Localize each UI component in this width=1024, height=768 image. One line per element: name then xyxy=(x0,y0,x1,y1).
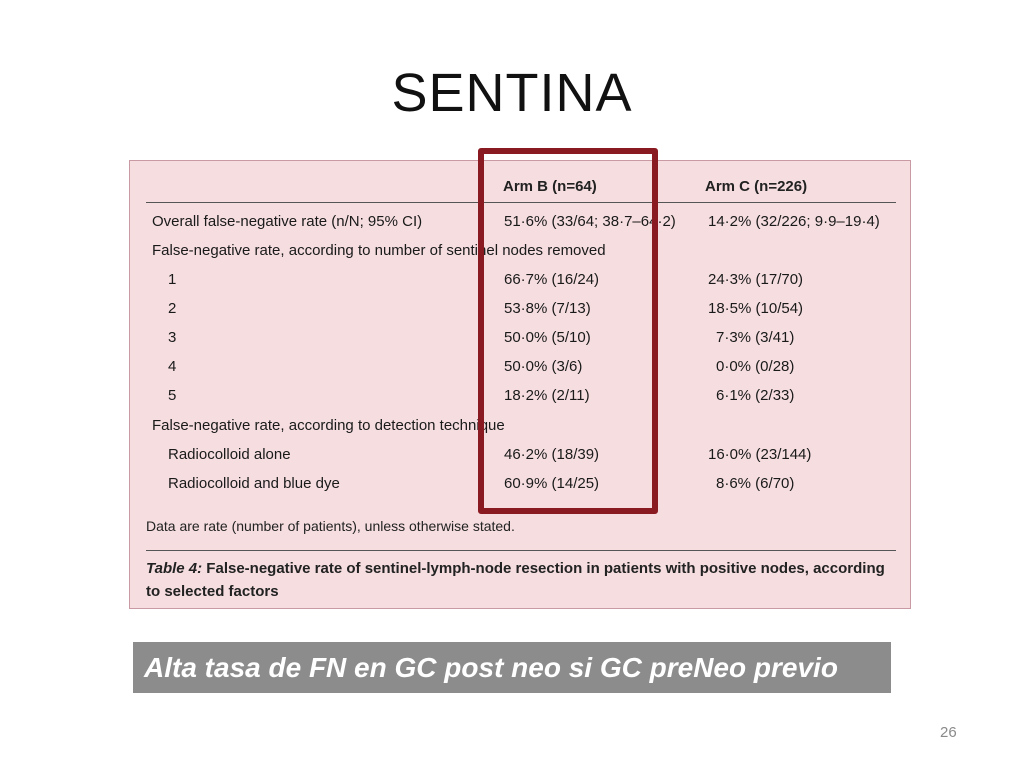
arm-c-value: 8·6% (6/70) xyxy=(716,475,795,492)
arm-b-value: 66·7% (16/24) xyxy=(504,271,600,288)
row-label: Radiocolloid alone xyxy=(168,446,291,463)
caption-label: Table 4: xyxy=(146,560,203,577)
slide-title: SENTINA xyxy=(391,63,633,123)
row-label: Overall false-negative rate (n/N; 95% CI) xyxy=(152,213,423,230)
arm-b-value: 53·8% (7/13) xyxy=(504,300,591,317)
caption-text: False-negative rate of sentinel-lymph-node resection in patients with positive nodes, according to selected factors xyxy=(146,560,885,600)
row-label: 2 xyxy=(168,300,177,317)
column-header-arm-b: Arm B (n=64) xyxy=(503,178,597,195)
table-footnote: Data are rate (number of patients), unless otherwise stated. xyxy=(146,518,515,534)
table-caption xyxy=(146,557,898,603)
arm-c-value: 7·3% (3/41) xyxy=(716,329,795,346)
arm-b-value: 46·2% (18/39) xyxy=(504,446,600,463)
arm-b-value: 50·0% (3/6) xyxy=(504,358,583,375)
caption-divider xyxy=(146,550,896,551)
arm-b-value: 60·9% (14/25) xyxy=(504,475,600,492)
arm-c-value: 18·5% (10/54) xyxy=(708,300,804,317)
arm-c-value: 16·0% (23/144) xyxy=(708,446,812,463)
arm-b-value: 18·2% (2/11) xyxy=(504,387,590,404)
arm-b-value: 50·0% (5/10) xyxy=(504,329,591,346)
row-label: 1 xyxy=(168,271,177,288)
row-label: False-negative rate, according to number of sentinel nodes removed xyxy=(152,242,606,259)
conclusion-banner: Alta tasa de FN en GC post neo si GC preNeo previo xyxy=(133,642,891,693)
arm-c-value: 24·3% (17/70) xyxy=(708,271,804,288)
column-header-arm-c: Arm C (n=226) xyxy=(705,178,808,195)
row-label: 4 xyxy=(168,358,177,375)
row-label: Radiocolloid and blue dye xyxy=(168,475,340,492)
arm-c-value: 14·2% (32/226; 9·9–19·4) xyxy=(708,213,880,230)
row-label: False-negative rate, according to detection technique xyxy=(152,417,505,434)
arm-b-highlight-box xyxy=(478,148,658,514)
arm-c-value: 6·1% (2/33) xyxy=(716,387,795,404)
row-label: 5 xyxy=(168,387,177,404)
page-number: 26 xyxy=(940,724,957,741)
arm-b-value: 51·6% (33/64; 38·7–64·2) xyxy=(504,213,676,230)
arm-c-value: 0·0% (0/28) xyxy=(716,358,795,375)
row-label: 3 xyxy=(168,329,177,346)
